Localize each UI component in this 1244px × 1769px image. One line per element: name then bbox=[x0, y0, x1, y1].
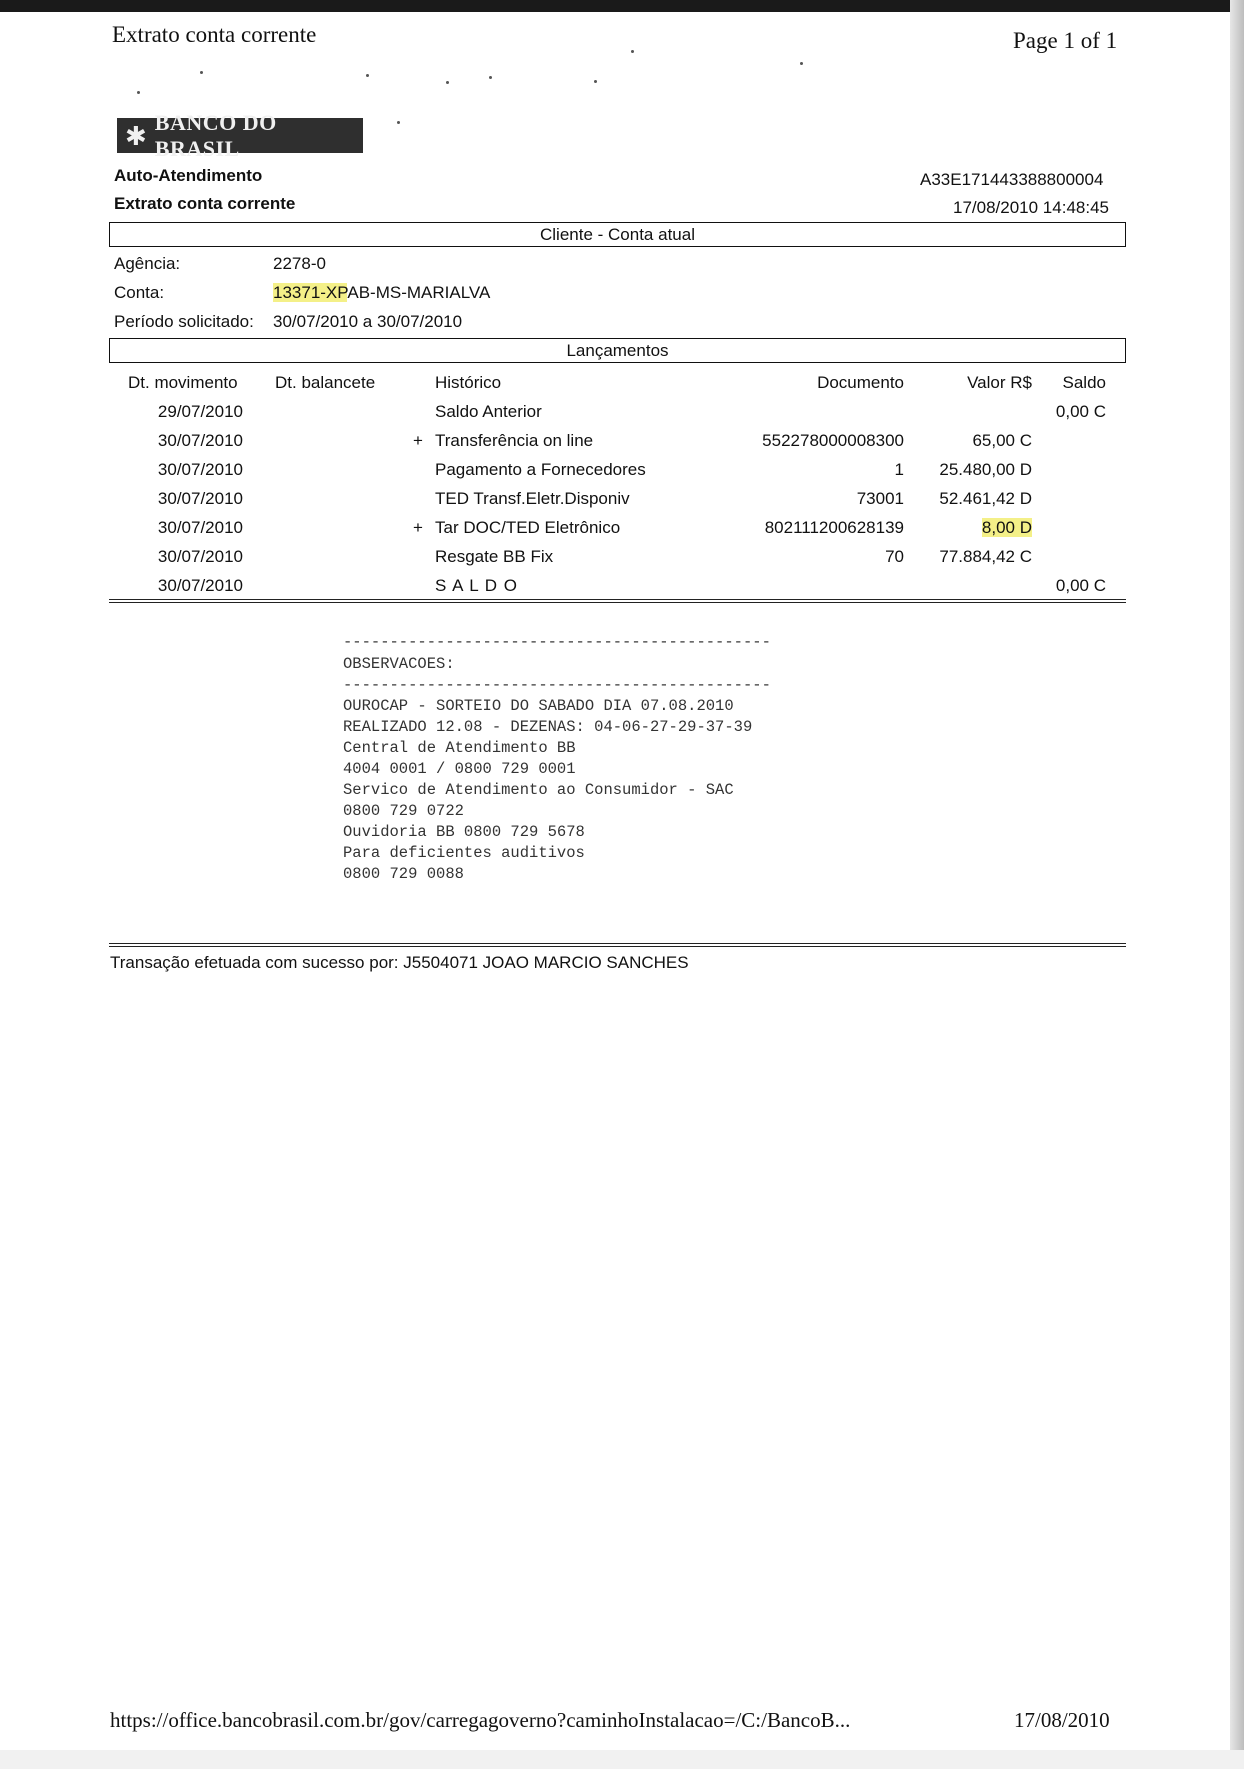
cell-valor: 52.461,42 D bbox=[939, 489, 1032, 508]
cell-historico: Tar DOC/TED Eletrônico bbox=[435, 518, 621, 537]
doc-header-left-1: Auto-Atendimento bbox=[114, 166, 263, 185]
cell-valor: 8,00 D bbox=[981, 518, 1032, 537]
obs-line: 4004 0001 / 0800 729 0001 bbox=[343, 760, 576, 778]
obs-line: Servico de Atendimento ao Consumidor - SAC bbox=[343, 781, 734, 799]
col-header-historico: Histórico bbox=[435, 373, 502, 392]
scan-right-edge bbox=[1230, 0, 1244, 1769]
scan-speck bbox=[631, 50, 634, 53]
client-section-title-text: Cliente - Conta atual bbox=[540, 224, 695, 244]
cell-historico: Transferência on line bbox=[435, 431, 594, 450]
cell-documento: 1 bbox=[894, 460, 904, 479]
cell-dt-movimento: 30/07/2010 bbox=[157, 431, 243, 450]
scan-speck bbox=[137, 91, 140, 94]
periodo-label: Período solicitado: bbox=[114, 312, 254, 331]
doc-header-right-1: A33E171443388800004 bbox=[920, 170, 1104, 189]
scan-speck bbox=[366, 74, 369, 77]
cell-valor: 77.884,42 C bbox=[939, 547, 1032, 566]
conta-label: Conta: bbox=[114, 283, 165, 302]
obs-line: 0800 729 0088 bbox=[343, 865, 464, 883]
lancamentos-title-text: Lançamentos bbox=[566, 340, 669, 360]
cell-documento: 73001 bbox=[856, 489, 904, 508]
bank-logo-text: BANCO DO BRASIL bbox=[154, 109, 277, 161]
col-header-dt-movimento: Dt. movimento bbox=[128, 373, 238, 392]
cell-documento: 552278000008300 bbox=[762, 431, 904, 450]
cell-sign: + bbox=[413, 431, 423, 450]
cell-dt-movimento: 30/07/2010 bbox=[157, 547, 243, 566]
agencia-value: 2278-0 bbox=[273, 254, 326, 273]
scan-speck bbox=[594, 80, 597, 83]
browser-footer-url: https://office.bancobrasil.com.br/gov/carregagoverno?caminhoInstalacao=/C:/BancoB... bbox=[110, 1708, 851, 1732]
col-header-dt-balancete: Dt. balancete bbox=[275, 373, 376, 392]
obs-separator-bottom: ---------------------------------------------- bbox=[343, 676, 771, 694]
scan-speck bbox=[489, 76, 492, 79]
cell-valor: 25.480,00 D bbox=[939, 460, 1032, 479]
cell-dt-movimento: 30/07/2010 bbox=[157, 460, 243, 479]
cell-dt-movimento: 30/07/2010 bbox=[157, 518, 243, 537]
bank-logo-icon: ✱ bbox=[125, 120, 147, 151]
cell-historico: TED Transf.Eletr.Disponiv bbox=[435, 489, 630, 508]
agencia-label: Agência: bbox=[114, 254, 181, 273]
cell-saldo: 0,00 C bbox=[1055, 402, 1106, 421]
obs-line: REALIZADO 12.08 - DEZENAS: 04-06-27-29-37-39 bbox=[343, 718, 753, 736]
table-bottom-rule bbox=[109, 599, 1126, 603]
cell-sign: + bbox=[413, 518, 423, 537]
col-header-saldo: Saldo bbox=[1062, 373, 1106, 392]
browser-footer-date: 17/08/2010 bbox=[1014, 1708, 1110, 1732]
obs-line: Central de Atendimento BB bbox=[343, 739, 576, 757]
doc-header-left-2: Extrato conta corrente bbox=[114, 194, 296, 213]
cell-historico: Saldo Anterior bbox=[435, 402, 542, 421]
bank-logo bbox=[117, 109, 363, 161]
cell-valor: 65,00 C bbox=[972, 431, 1032, 450]
conta-p: P bbox=[337, 283, 348, 302]
periodo-value: 30/07/2010 a 30/07/2010 bbox=[273, 312, 463, 331]
cell-dt-movimento: 29/07/2010 bbox=[157, 402, 243, 421]
obs-title: OBSERVACOES: bbox=[343, 655, 455, 673]
cell-historico: Resgate BB Fix bbox=[435, 547, 554, 566]
obs-separator-top: ---------------------------------------------- bbox=[343, 633, 771, 651]
obs-line: Para deficientes auditivos bbox=[343, 844, 585, 862]
obs-line: 0800 729 0722 bbox=[343, 802, 464, 820]
browser-header-page: Page 1 of 1 bbox=[1013, 28, 1118, 53]
scan-bottom-edge bbox=[0, 1750, 1244, 1769]
browser-header-title: Extrato conta corrente bbox=[112, 22, 317, 47]
scan-speck bbox=[200, 71, 203, 74]
col-header-documento: Documento bbox=[817, 373, 904, 392]
scan-top-edge bbox=[0, 0, 1244, 12]
doc-header-right-2: 17/08/2010 14:48:45 bbox=[953, 198, 1109, 217]
transaction-status: Transação efetuada com sucesso por: J5504071 JOAO MARCIO SANCHES bbox=[110, 953, 689, 972]
client-section-title bbox=[109, 222, 1126, 247]
cell-dt-movimento: 30/07/2010 bbox=[157, 489, 243, 508]
obs-line: Ouvidoria BB 0800 729 5678 bbox=[343, 823, 585, 841]
transaction-top-rule bbox=[109, 943, 1126, 947]
cell-saldo: 0,00 C bbox=[1055, 576, 1106, 595]
cell-dt-movimento: 30/07/2010 bbox=[157, 576, 243, 595]
col-header-valor: Valor R$ bbox=[967, 373, 1032, 392]
scan-speck bbox=[800, 62, 803, 65]
conta-number: 13371-X bbox=[273, 283, 338, 302]
lancamentos-title bbox=[109, 338, 1126, 363]
cell-documento: 70 bbox=[885, 547, 904, 566]
cell-documento: 802111200628139 bbox=[764, 518, 904, 537]
cell-historico: S A L D O bbox=[435, 576, 519, 595]
scan-speck bbox=[397, 121, 400, 124]
obs-line: OUROCAP - SORTEIO DO SABADO DIA 07.08.2010 bbox=[343, 697, 734, 715]
cell-historico: Pagamento a Fornecedores bbox=[435, 460, 646, 479]
cell-valor-highlighted bbox=[880, 518, 1032, 538]
conta-rest: AB-MS-MARIALVA bbox=[347, 283, 491, 302]
conta-value bbox=[273, 283, 490, 303]
scan-speck bbox=[446, 81, 449, 84]
